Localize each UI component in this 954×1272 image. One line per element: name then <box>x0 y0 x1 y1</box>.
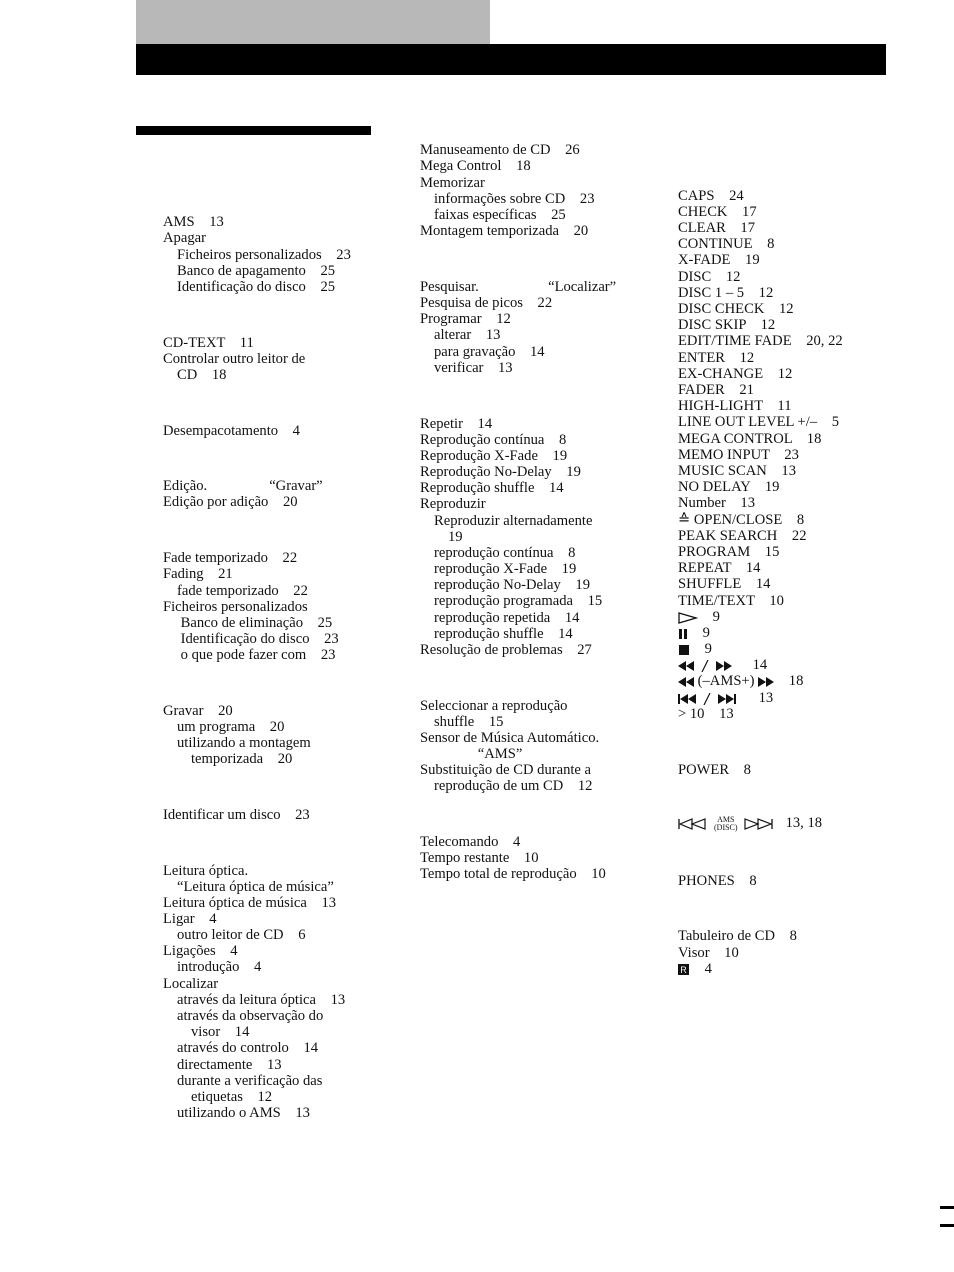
index-entry-text: através da observação do <box>177 1008 324 1024</box>
index-entry <box>678 576 770 592</box>
index-entry-text: verificar 13 <box>434 360 513 376</box>
index-entry <box>678 609 720 625</box>
index-entry <box>420 762 591 778</box>
index-entry <box>434 593 602 609</box>
index-entry-text: “AMS” <box>434 746 523 762</box>
play-outline-icon <box>678 612 698 624</box>
index-entry-text: “Leitura óptica de música” <box>177 879 334 895</box>
index-entry <box>678 382 754 398</box>
index-entry <box>177 992 345 1008</box>
index-entry <box>163 976 218 992</box>
index-entry <box>678 252 760 268</box>
index-entry <box>163 230 206 246</box>
index-entry <box>420 464 581 480</box>
index-entry-text: visor 14 <box>191 1024 250 1040</box>
index-entry-text: CAPS 24 <box>678 188 744 204</box>
index-entry <box>448 529 463 545</box>
index-entry-text: Identificação do disco 23 <box>177 631 339 647</box>
index-entry <box>678 512 804 528</box>
index-entry <box>163 214 224 230</box>
index-entry-text: informações sobre CD 23 <box>434 191 595 207</box>
index-entry <box>420 158 531 174</box>
index-entry-ams-disc <box>678 815 822 832</box>
index-entry <box>177 1057 282 1073</box>
index-entry <box>678 641 712 657</box>
index-entry <box>678 873 757 889</box>
index-entry-text: utilizando a montagem <box>177 735 311 751</box>
index-entry-text: Ficheiros personalizados <box>163 599 308 615</box>
index-entry-text: para gravação 14 <box>434 344 545 360</box>
index-entry-text: 9 <box>698 609 720 625</box>
index-entry <box>177 719 284 735</box>
index-entry-text: reprodução No-Delay 19 <box>434 577 591 593</box>
index-entry-text: EX-CHANGE 12 <box>678 366 793 382</box>
index-entry-text: CLEAR 17 <box>678 220 756 236</box>
prev-next-track-icon <box>678 693 744 705</box>
index-entry-text: ≙ OPEN/CLOSE 8 <box>678 512 805 528</box>
index-entry <box>434 545 575 561</box>
index-entry-text: Ficheiros personalizados 23 <box>177 247 351 263</box>
index-entry-text: REPEAT 14 <box>678 560 761 576</box>
index-entry <box>678 269 740 285</box>
index-entry-text: Reprodução No-Delay 19 <box>420 464 581 480</box>
index-entry <box>678 317 775 333</box>
index-entry <box>163 863 248 879</box>
index-entry-text: reprodução programada 15 <box>434 593 603 609</box>
index-entry-text: directamente 13 <box>177 1057 282 1073</box>
index-entry <box>678 431 821 447</box>
index-entry-text: Reprodução X-Fade 19 <box>420 448 568 464</box>
index-entry <box>177 1008 323 1024</box>
index-entry-text: fade temporizado 22 <box>177 583 308 599</box>
index-entry-text: Seleccionar a reprodução <box>420 698 568 714</box>
index-entry-text: 4 <box>690 961 712 977</box>
index-entry-text: POWER 8 <box>678 762 751 778</box>
next-outline-icon <box>744 818 774 830</box>
index-entry-text: reprodução shuffle 14 <box>434 626 573 642</box>
index-entry <box>678 204 757 220</box>
index-entry <box>420 295 552 311</box>
index-entry <box>163 807 310 823</box>
index-entry-text: Gravar 20 <box>163 703 233 719</box>
index-entry-text: Banco de apagamento 25 <box>177 263 336 279</box>
index-entry <box>177 1040 318 1056</box>
index-entry <box>434 207 566 223</box>
index-entry-text: Resolução de problemas 27 <box>420 642 592 658</box>
index-entry <box>678 463 796 479</box>
pause-icon <box>678 628 688 640</box>
index-entry-text: Localizar <box>163 976 219 992</box>
index-entry-text: Tempo restante 10 <box>420 850 539 866</box>
index-entry <box>678 928 797 944</box>
index-entry <box>678 333 843 349</box>
index-entry-text: Apagar <box>163 230 206 246</box>
index-entry-text: Reprodução shuffle 14 <box>420 480 564 496</box>
index-entry <box>163 351 305 367</box>
index-entry-text: Edição por adição 20 <box>163 494 298 510</box>
index-entry <box>163 703 233 719</box>
index-entry <box>678 690 773 706</box>
index-entry <box>177 647 335 663</box>
index-entry <box>420 279 616 295</box>
index-entry-text: o que pode fazer com 23 <box>177 647 336 663</box>
index-entry-text: LINE OUT LEVEL +/– 5 <box>678 414 840 430</box>
index-entry <box>177 1105 310 1121</box>
index-entry-text: AMS 13 <box>163 214 224 230</box>
index-entry-text: 9 <box>688 625 710 641</box>
index-entry-text: Identificar um disco 23 <box>163 807 310 823</box>
index-entry-text: X-FADE 19 <box>678 252 760 268</box>
prev-outline-icon <box>678 818 708 830</box>
index-entry-text: PROGRAM 15 <box>678 544 780 560</box>
index-entry-text: Pesquisar. “Localizar” <box>420 279 617 295</box>
index-entry-text: FADER 21 <box>678 382 754 398</box>
index-entry <box>163 895 336 911</box>
index-entry <box>678 560 760 576</box>
header-black-band <box>136 44 886 75</box>
rewind-forward-icon <box>678 660 738 672</box>
index-entry-text: Desempacotamento 4 <box>163 423 300 439</box>
index-entry-text: Reproduzir alternadamente <box>434 513 593 529</box>
index-entry <box>420 142 580 158</box>
index-entry <box>191 751 292 767</box>
index-entry <box>678 414 839 430</box>
index-entry <box>420 834 520 850</box>
index-entry-text: DISC CHECK 12 <box>678 301 794 317</box>
index-entry-text: reprodução contínua 8 <box>434 545 576 561</box>
index-entry-text: 18 <box>774 673 804 689</box>
index-entry <box>177 1073 322 1089</box>
ff-icon <box>758 676 774 688</box>
index-entry <box>420 175 485 191</box>
index-entry-text: DISC SKIP 12 <box>678 317 776 333</box>
index-entry-text: Memorizar <box>420 175 485 191</box>
ams-rewind-forward-icon <box>678 676 694 688</box>
index-entry <box>177 959 261 975</box>
index-entry <box>177 879 334 895</box>
index-entry <box>177 615 332 631</box>
index-entry-text: um programa 20 <box>177 719 285 735</box>
section-heading-rule <box>136 126 371 135</box>
index-entry <box>191 1089 272 1105</box>
index-entry-text: alterar 13 <box>434 327 501 343</box>
index-entry-text: Mega Control 18 <box>420 158 531 174</box>
index-entry <box>678 301 794 317</box>
remote-sensor-icon <box>678 964 690 976</box>
index-entry <box>420 432 566 448</box>
index-entry <box>177 927 306 943</box>
index-entry <box>163 550 297 566</box>
index-entry-text: PHONES 8 <box>678 873 757 889</box>
index-entry-text: 19 <box>448 529 463 545</box>
index-entry-text: através da leitura óptica 13 <box>177 992 346 1008</box>
index-entry <box>678 188 744 204</box>
index-entry <box>434 610 579 626</box>
index-entry <box>177 631 339 647</box>
index-entry <box>678 366 792 382</box>
index-entry <box>678 961 712 977</box>
index-entry <box>678 706 734 722</box>
index-entry-text: Leitura óptica. <box>163 863 249 879</box>
index-entry-text: utilizando o AMS 13 <box>177 1105 310 1121</box>
index-entry-text: CONTINUE 8 <box>678 236 775 252</box>
index-entry <box>420 416 492 432</box>
index-entry <box>434 714 503 730</box>
index-entry <box>163 599 308 615</box>
index-entry-text: PEAK SEARCH 22 <box>678 528 807 544</box>
index-entry-text: etiquetas 12 <box>191 1089 273 1105</box>
ams-disc-label: AMS (DISC) <box>714 814 738 832</box>
index-entry <box>177 263 335 279</box>
index-entry <box>678 236 774 252</box>
index-entry <box>177 279 335 295</box>
index-entry-text: Visor 10 <box>678 945 739 961</box>
index-entry <box>420 448 567 464</box>
index-entry-text: reprodução X-Fade 19 <box>434 561 577 577</box>
index-entry <box>434 513 592 529</box>
index-entry-text: Reprodução contínua 8 <box>420 432 567 448</box>
index-entry-text: através do controlo 14 <box>177 1040 319 1056</box>
index-entry <box>434 778 592 794</box>
index-entry <box>163 566 233 582</box>
index-entry <box>678 495 755 511</box>
index-entry-text: Tempo total de reprodução 10 <box>420 866 606 882</box>
index-entry-text: DISC 1 – 5 12 <box>678 285 774 301</box>
index-entry-text: Fade temporizado 22 <box>163 550 298 566</box>
index-entry-text: Pesquisa de picos 22 <box>420 295 553 311</box>
index-entry-text: TIME/TEXT 10 <box>678 593 784 609</box>
index-entry-text: temporizada 20 <box>191 751 293 767</box>
index-entry-text: Telecomando 4 <box>420 834 521 850</box>
index-entry <box>434 577 590 593</box>
index-entry <box>420 480 564 496</box>
index-entry-text: Edição. “Gravar” <box>163 478 323 494</box>
index-entry <box>420 496 486 512</box>
index-entry <box>420 642 592 658</box>
index-entry <box>434 561 576 577</box>
index-entry-text: reprodução de um CD 12 <box>434 778 593 794</box>
index-entry-text: Manuseamento de CD 26 <box>420 142 580 158</box>
header-gray-tab <box>136 0 490 44</box>
index-entry-text: CD-TEXT 11 <box>163 335 254 351</box>
index-entry-text: Leitura óptica de música 13 <box>163 895 337 911</box>
index-entry-text: 14 <box>738 657 768 673</box>
index-entry-text: introdução 4 <box>177 959 262 975</box>
index-entry <box>420 850 539 866</box>
index-entry <box>177 367 226 383</box>
index-entry-text: Ligações 4 <box>163 943 238 959</box>
index-entry <box>420 698 567 714</box>
index-entry <box>678 398 792 414</box>
index-entry-text: Number 13 <box>678 495 756 511</box>
index-entry <box>434 327 500 343</box>
index-entry-text: Programar 12 <box>420 311 511 327</box>
index-entry-text: MEMO INPUT 23 <box>678 447 799 463</box>
index-entry-text: Reproduzir <box>420 496 486 512</box>
index-entry-text: Fading 21 <box>163 566 233 582</box>
index-entry <box>678 220 755 236</box>
stop-icon <box>678 644 690 656</box>
index-entry <box>678 479 779 495</box>
index-entry <box>678 285 773 301</box>
index-entry-text: faixas específicas 25 <box>434 207 566 223</box>
index-entry-text: durante a verificação das <box>177 1073 323 1089</box>
index-entry <box>163 943 238 959</box>
index-entry-text: > 10 13 <box>678 706 734 722</box>
index-entry <box>434 626 573 642</box>
index-entry <box>163 335 254 351</box>
index-entry <box>678 625 710 641</box>
index-entry-text: CD 18 <box>177 367 227 383</box>
index-entry-text: outro leitor de CD 6 <box>177 927 306 943</box>
index-entry-text: Sensor de Música Automático. <box>420 730 600 746</box>
index-entry <box>163 478 323 494</box>
index-entry-text: Ligar 4 <box>163 911 217 927</box>
index-entry-text: 9 <box>690 641 712 657</box>
index-entry-text: shuffle 15 <box>434 714 504 730</box>
index-entry <box>678 350 754 366</box>
index-entry-pages: 13, 18 <box>785 815 823 831</box>
svg-text:R: R <box>680 964 687 975</box>
index-entry-text: DISC 12 <box>678 269 741 285</box>
index-entry <box>163 494 298 510</box>
index-entry <box>177 583 308 599</box>
index-entry-text: MEGA CONTROL 18 <box>678 431 822 447</box>
index-entry <box>678 657 767 673</box>
index-entry-text: Repetir 14 <box>420 416 493 432</box>
index-entry <box>420 730 599 746</box>
index-entry <box>434 191 595 207</box>
index-entry-text: ENTER 12 <box>678 350 755 366</box>
index-entry-text: CHECK 17 <box>678 204 757 220</box>
index-entry-text: Controlar outro leitor de <box>163 351 306 367</box>
index-entry-text: NO DELAY 19 <box>678 479 780 495</box>
edge-mark <box>940 1224 954 1227</box>
index-entry-text: Tabuleiro de CD 8 <box>678 928 797 944</box>
index-entry <box>678 673 803 689</box>
index-entry <box>420 311 511 327</box>
index-entry-text: Montagem temporizada 20 <box>420 223 589 239</box>
index-entry-text: Substituição de CD durante a <box>420 762 592 778</box>
index-entry-text: 13 <box>744 690 774 706</box>
index-entry <box>191 1024 249 1040</box>
ams-label: (–AMS+) <box>694 673 759 689</box>
index-entry-text: EDIT/TIME FADE 20, 22 <box>678 333 843 349</box>
index-entry <box>434 746 522 762</box>
index-entry <box>678 528 807 544</box>
index-entry <box>678 945 739 961</box>
index-entry-text: MUSIC SCAN 13 <box>678 463 796 479</box>
index-entry <box>420 223 588 239</box>
index-entry-text: Banco de eliminação 25 <box>177 615 333 631</box>
index-entry <box>420 866 606 882</box>
index-entry <box>678 762 751 778</box>
index-entry <box>177 247 351 263</box>
index-entry-text: Identificação do disco 25 <box>177 279 336 295</box>
index-entry <box>434 344 545 360</box>
index-entry <box>434 360 513 376</box>
edge-mark <box>940 1206 954 1209</box>
index-entry-text: HIGH-LIGHT 11 <box>678 398 792 414</box>
index-entry-text: SHUFFLE 14 <box>678 576 771 592</box>
index-entry <box>163 423 300 439</box>
index-entry <box>678 447 799 463</box>
index-entry <box>163 911 217 927</box>
index-entry <box>177 735 311 751</box>
index-entry <box>678 593 784 609</box>
index-entry <box>678 544 779 560</box>
index-entry-text: reprodução repetida 14 <box>434 610 580 626</box>
